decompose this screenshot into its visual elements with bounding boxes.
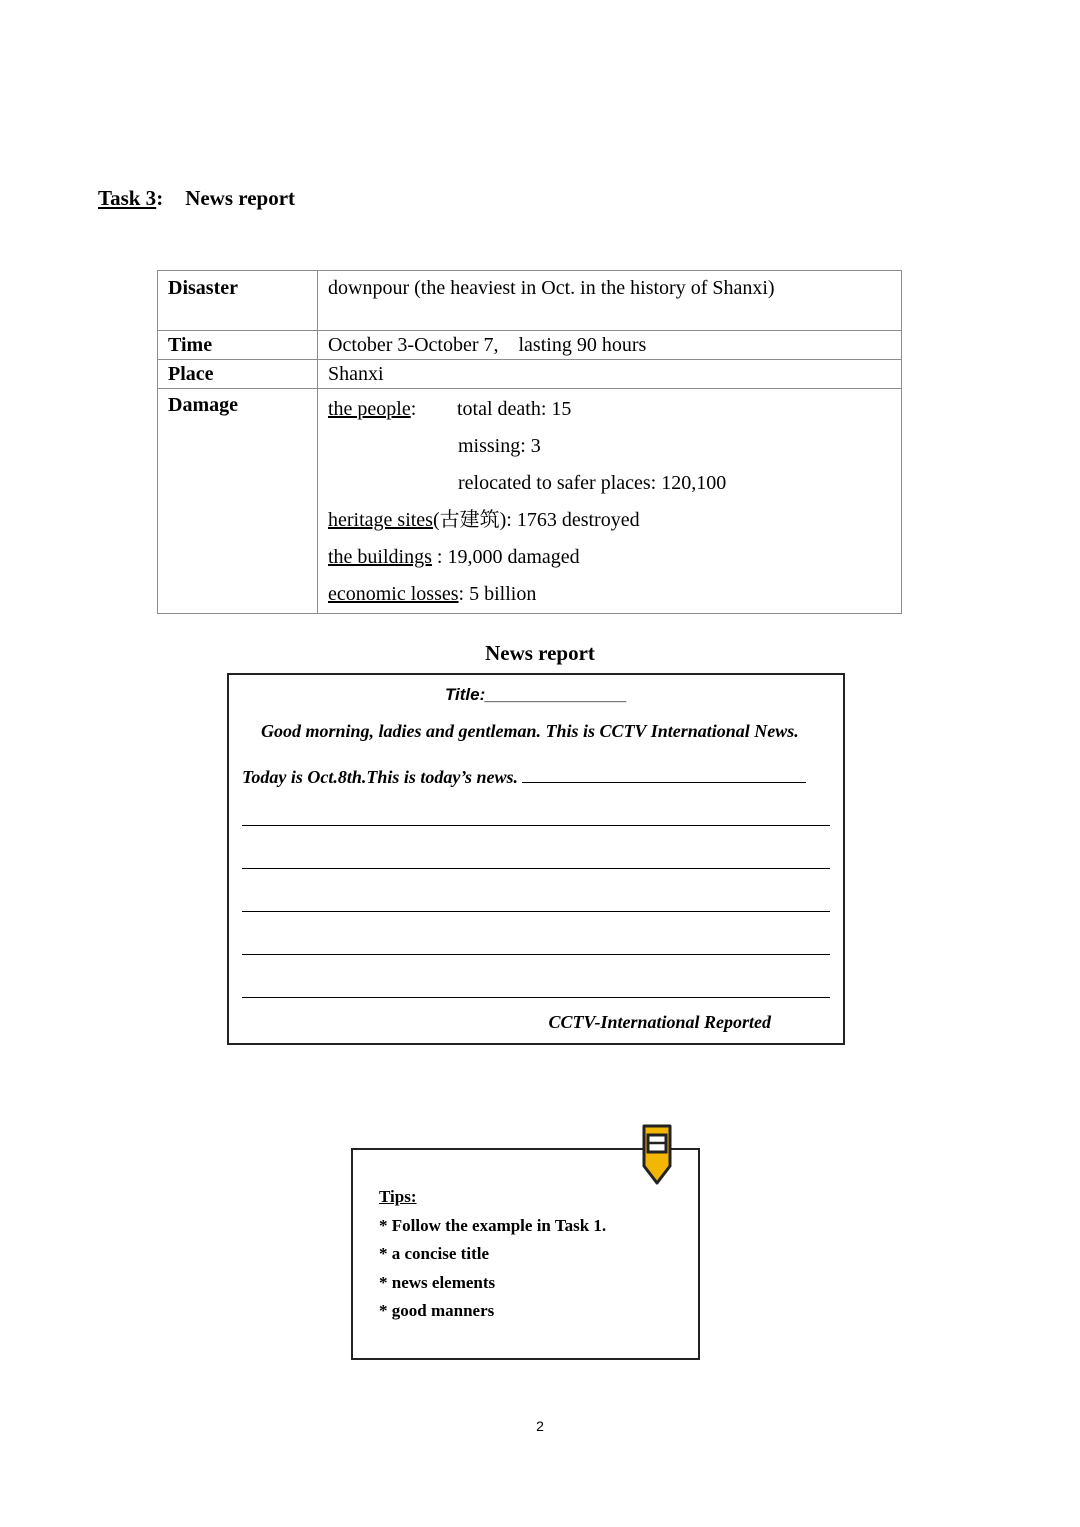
table-row-disaster	[158, 271, 902, 331]
buildings-value: : 19,000 damaged	[431, 546, 580, 568]
time-key: Time	[158, 331, 318, 360]
writing-line	[242, 911, 830, 912]
place-key: Place	[158, 360, 318, 389]
writing-line	[242, 954, 830, 955]
page-number: 2	[536, 1418, 544, 1434]
buildings-line	[328, 539, 891, 576]
table-row-damage	[158, 389, 902, 614]
tips-heading: Tips:	[379, 1187, 417, 1206]
missing-line: missing: 3	[458, 435, 541, 457]
damage-value	[318, 389, 902, 614]
place-value: Shanxi	[318, 360, 902, 389]
time-value: October 3-October 7, lasting 90 hours	[318, 331, 902, 360]
people-label: the people	[328, 398, 411, 420]
writing-line	[242, 825, 830, 826]
news-today-line: Today is Oct.8th.This is today’s news.	[242, 764, 806, 788]
heritage-line	[328, 502, 891, 539]
task-title: News report	[185, 186, 296, 210]
bookmark-pin-icon	[641, 1124, 673, 1186]
relocated-line: relocated to safer places: 120,100	[458, 472, 727, 494]
buildings-label: the buildings	[328, 546, 432, 568]
economic-value: : 5 billion	[458, 583, 537, 605]
tips-item: * Follow the example in Task 1.	[379, 1215, 607, 1235]
news-report-heading: News report	[485, 641, 595, 665]
disaster-info-table	[157, 270, 902, 614]
tips-item: * good manners	[379, 1301, 495, 1320]
today-blank-line	[522, 764, 806, 783]
task-colon: :	[156, 186, 164, 210]
news-report-box	[227, 673, 845, 1045]
tips-item: * a concise title	[379, 1244, 489, 1263]
damage-key: Damage	[158, 389, 318, 614]
task-number: Task 3	[98, 186, 157, 210]
economic-label: economic losses	[328, 583, 459, 605]
news-signature: CCTV-International Reported	[548, 1012, 771, 1032]
tips-item: * news elements	[379, 1272, 496, 1292]
damage-people-line: the people: total death: 15	[328, 398, 572, 420]
tips-text	[379, 1183, 606, 1326]
writing-line	[242, 997, 830, 998]
news-greeting: Good morning, ladies and gentleman. This is CCTV International News.	[261, 721, 799, 741]
heritage-value: (古建筑): 1763 destroyed	[432, 509, 640, 531]
total-death: total death: 15	[457, 398, 572, 420]
task-heading	[98, 186, 295, 211]
table-row-place	[158, 360, 902, 389]
heritage-label: heritage sites	[328, 509, 433, 531]
economic-line	[328, 576, 891, 613]
news-title-line: Title:_______________	[444, 685, 628, 704]
disaster-key: Disaster	[158, 271, 318, 331]
writing-line	[242, 868, 830, 869]
table-row-time	[158, 331, 902, 360]
disaster-value: downpour (the heaviest in Oct. in the history of Shanxi)	[318, 271, 902, 331]
